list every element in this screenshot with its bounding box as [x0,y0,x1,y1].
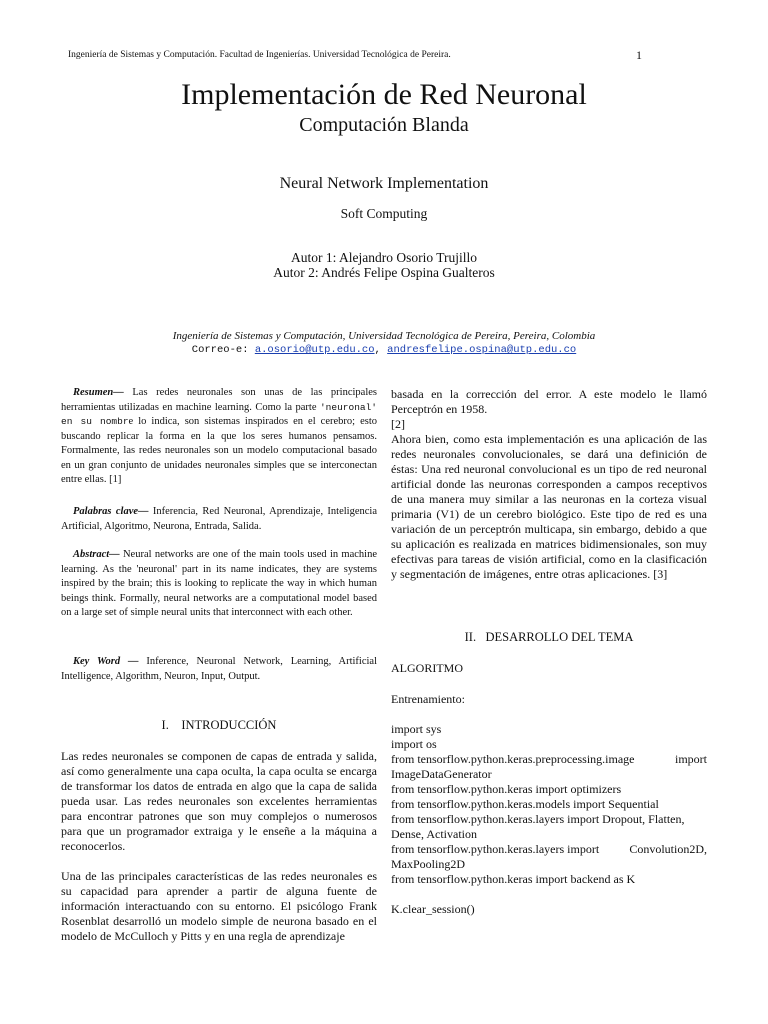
email-line [0,344,768,356]
author-2: Autor 2: Andrés Felipe Ospina Gualteros [273,265,495,280]
running-header: Ingeniería de Sistemas y Computación. Facultad de Ingenierías. Universidad Tecnológica de Pereira. [68,50,451,60]
code-line [391,752,707,767]
abstract-text: Neural networks are one of the main tools used in machine learning. As the 'neuronal' part in its name indicates, they are systems inspired by the brain; this is looking to replicate the way in which human beings think. Formally, neural networks are a computational model based on a large set of simple neural units that interconnect with each other. [61,549,377,618]
key-word-label: Key Word — [73,656,139,667]
key-word-text: Inference, Neuronal Network, Learning, Artificial Intelligence, Algorithm, Neuron, Input, Output. [61,656,377,682]
section-desarrollo-heading: II. DESARROLLO DEL TEMA [464,630,634,644]
resumen-text-1: Las redes neuronales son unas de las principales herramientas utilizadas en machine learning. Como la parte [61,387,377,413]
email-separator: , [374,344,381,356]
code-line: import os [391,737,437,751]
resumen-text-2: e lo indica, son sistemas inspirados en el cerebro; esto buscando replicar la forma en la que los seres humanos pensamos. Formalmente, las redes neuronales son un modelo computacional basado en un gran conjunto de unidades neuronales simples que se interconectan entre ellas. [1] [61,416,377,485]
keywords-text: Inferencia, Red Neuronal, Aprendizaje, Inteligencia Artificial, Algoritmo, Neurona, Entrada, Salida. [61,506,377,532]
keywords-paragraph [61,505,377,534]
abstract-paragraph [61,548,377,621]
entrenamiento-label: Entrenamiento: [391,692,465,706]
email-label: Correo-e: [191,344,249,356]
paper-subtitle: Computación Blanda [299,114,469,136]
section-introduccion-heading: I. INTRODUCCIÓN [161,718,277,732]
resumen-paragraph [61,386,377,488]
cnn-paragraph: Ahora bien, como esta implementación es una aplicación de las redes neuronales convolucionales, se dará una definición de éstas: Una red neuronal convolucional es un tipo de red neuronal artificial donde las neuronas corresponden a campos receptivos de una manera muy similar a las neuronas en la corteza visual primaria (V1) de un cerebro biológico. Este tipo de red es una variación de un perceptrón multicapa, sin embargo, debido a que su aplicación es realizada en matrices bidimensionales, son muy efectivas para tareas de visión artificial, como en la clasificación y segmentación de imágenes, entre otras aplicaciones. [3] [391,432,707,581]
code-line: from tensorflow.python.keras import optimizers [391,782,622,796]
code-line: import sys [391,722,442,736]
algoritmo-heading: ALGORITMO [391,661,463,675]
paper-title: Implementación de Red Neuronal [181,78,587,111]
english-subtitle: Soft Computing [340,206,428,221]
keywords-label: Palabras clave— [73,506,149,517]
code-segment: import [675,752,707,766]
code-line: from tensorflow.python.keras import backend as K [391,872,636,886]
email-link-2[interactable]: andresfelipe.ospina@utp.edu.co [387,344,577,356]
code-line: from tensorflow.python.keras.models import Sequential [391,797,659,811]
page-number: 1 [636,48,642,62]
resumen-mono-text: 'neuronal' en su nombr [61,401,377,427]
code-line: from tensorflow.python.keras.layers import Dropout, Flatten, [391,812,685,826]
code-line: K.clear_session() [391,902,475,916]
code-line: ImageDataGenerator [391,767,492,781]
affiliation: Ingeniería de Sistemas y Computación, Universidad Tecnológica de Pereira, Pereira, Colombia [172,330,596,342]
intro-paragraph-2: Una de las principales características de las redes neuronales es su capacidad para aprender a partir de alguna fuente de información interactuando con su entorno. El psicólogo Frank Rosenblat desarrolló un modelo simple de neurona basado en el modelo de McCulloch y Pitts y en una regla de aprendizaje [61,869,377,943]
code-line: MaxPooling2D [391,857,466,871]
code-line: Dense, Activation [391,827,477,841]
code-segment: from tensorflow.python.keras.layers import [391,842,600,856]
resumen-label: Resumen— [73,387,124,398]
reference-2: [2] [391,417,405,431]
abstract-label: Abstract— [73,549,120,560]
code-segment: Convolution2D, [629,842,707,856]
code-block [391,722,707,917]
email-link-1[interactable]: a.osorio@utp.edu.co [254,344,375,356]
english-title: Neural Network Implementation [279,175,489,192]
code-line [391,842,707,857]
author-1: Autor 1: Alejandro Osorio Trujillo [290,250,477,265]
code-segment: from tensorflow.python.keras.preprocessing.image [391,752,635,766]
intro-paragraph-1: Las redes neuronales se componen de capas de entrada y salida, así como generalmente una capa oculta, la capa oculta se encarga de transformar los datos de entrada en algo que la capa de salida pueda usar. Las redes neuronales son excelentes herramientas para encontrar patrones que son muy complejos o numerosos para que un programador extraiga y le enseñe a la máquina a reconocerlos. [61,749,377,853]
perceptron-paragraph: basada en la corrección del error. A este modelo le llamó Perceptrón en 1958. [391,387,707,416]
key-word-paragraph [61,655,377,684]
